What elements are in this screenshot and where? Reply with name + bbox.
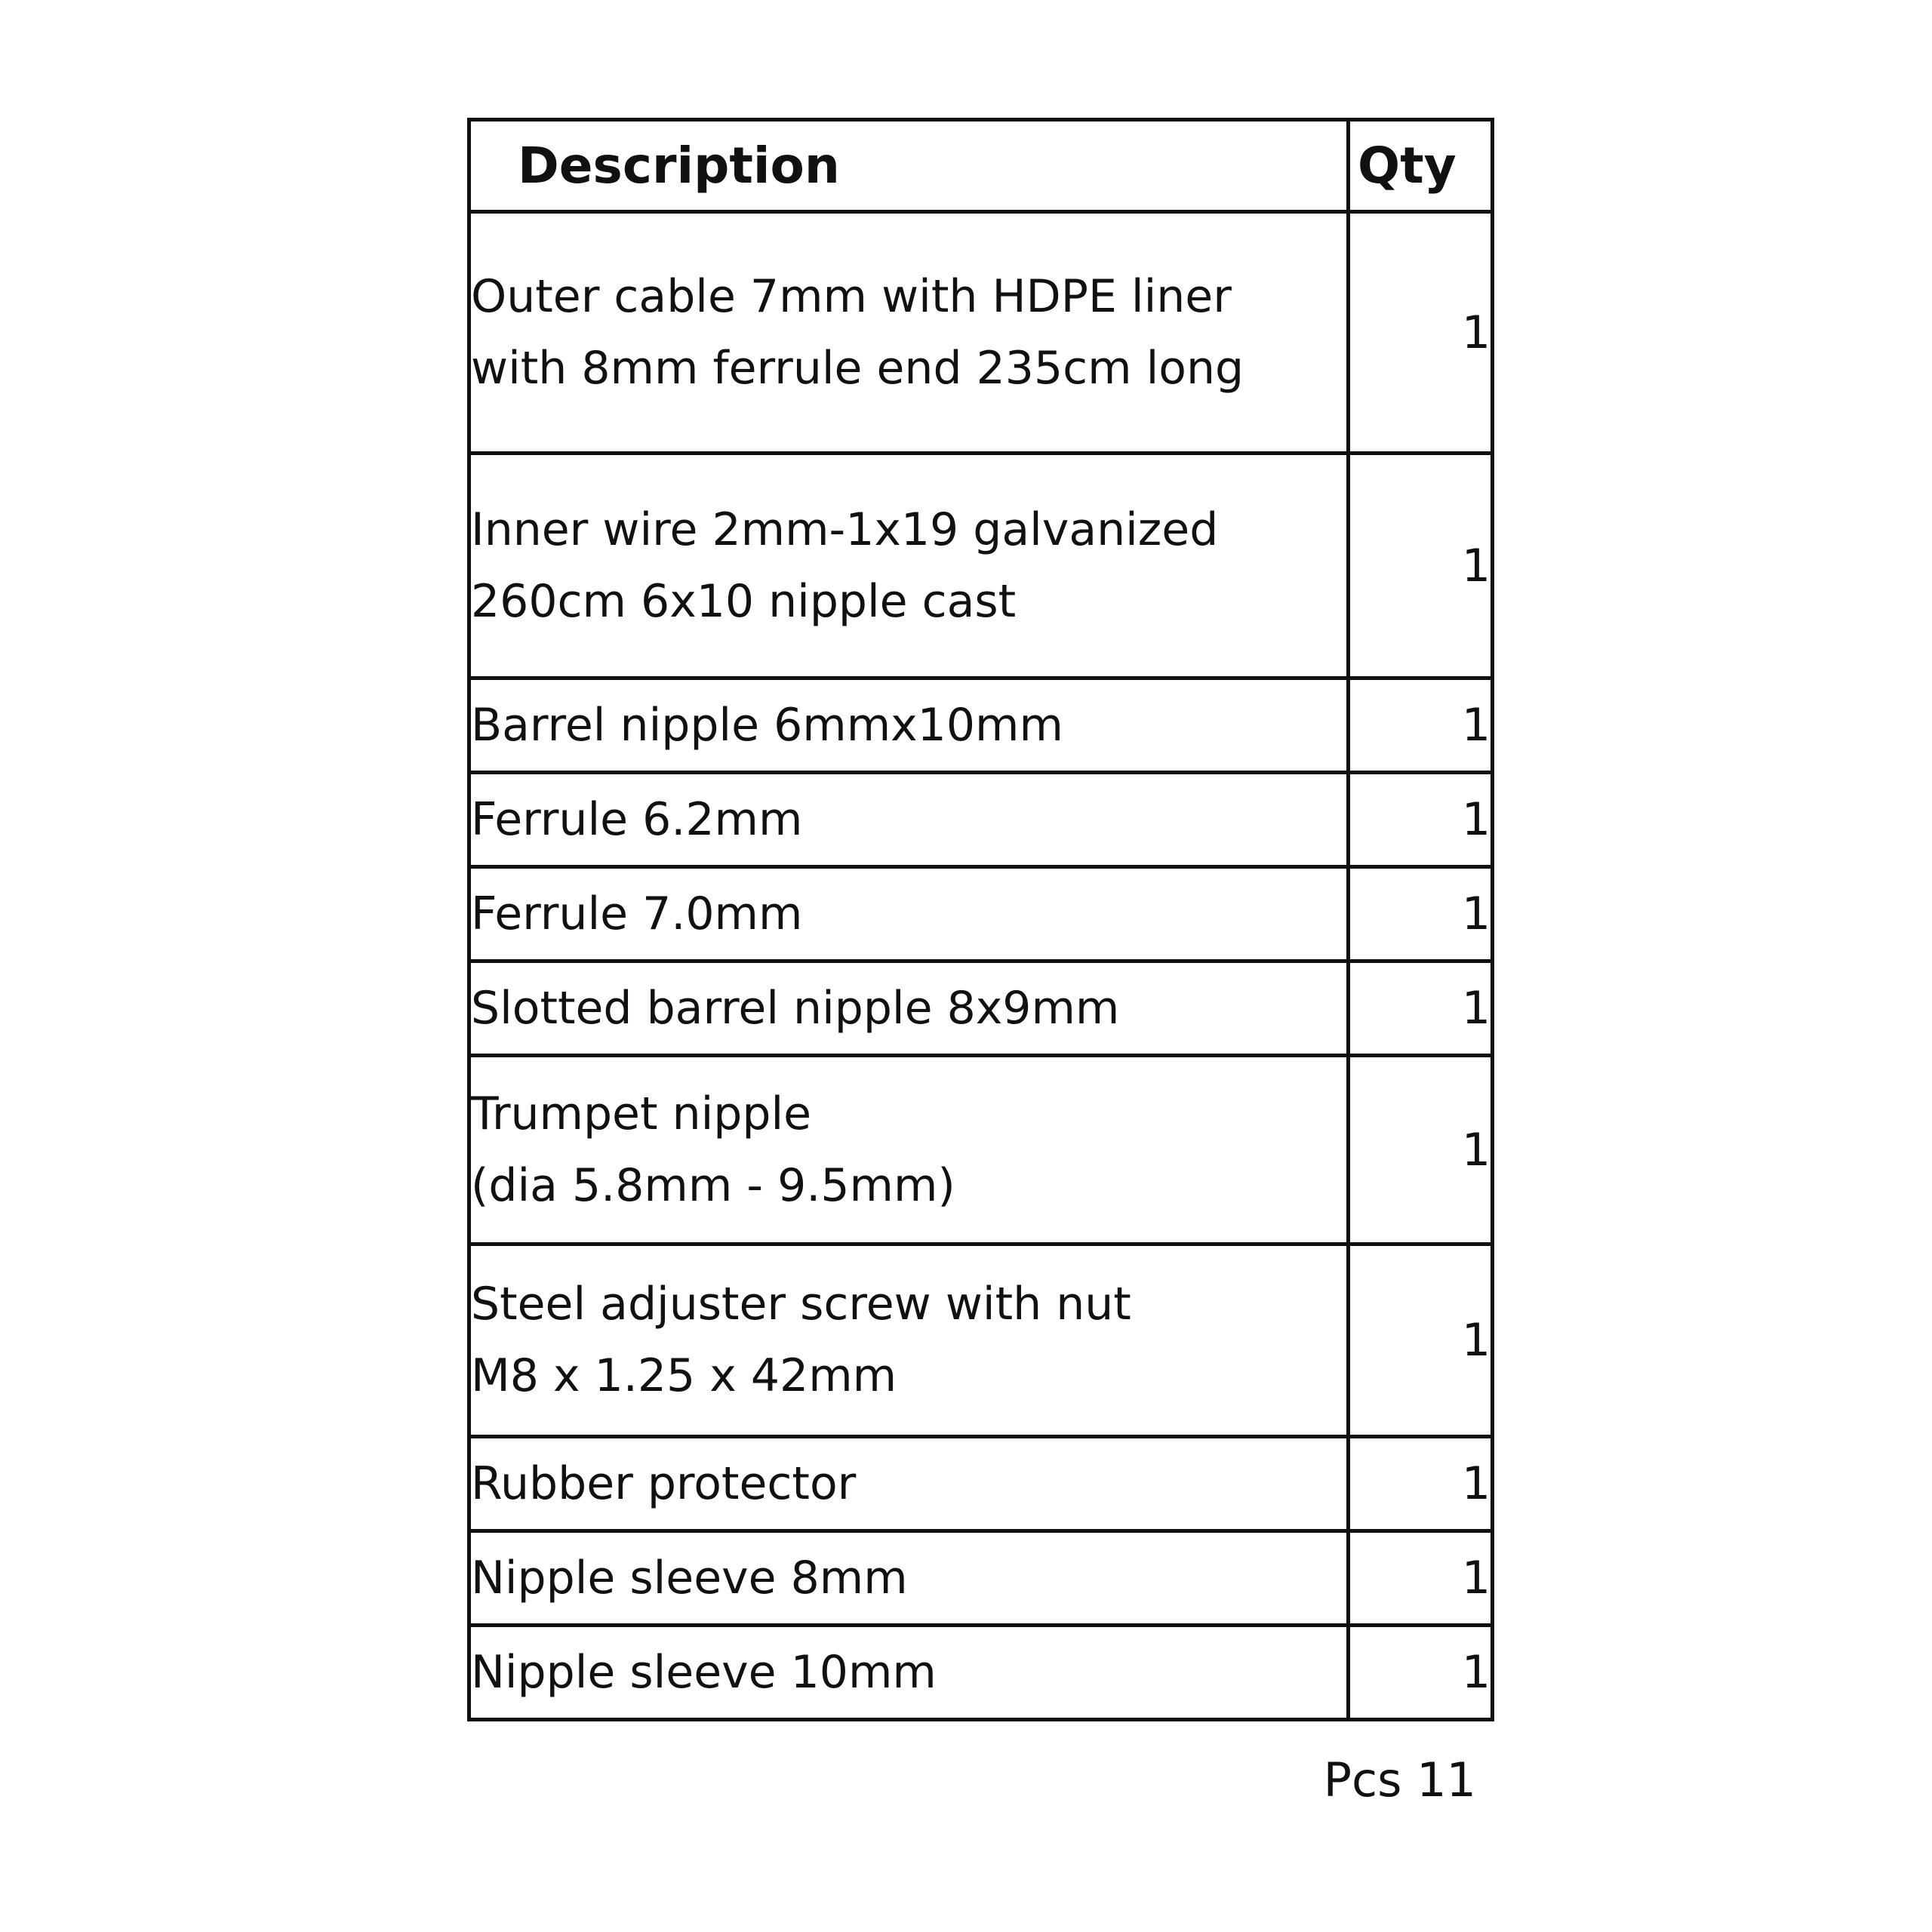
qty-cell: 1	[1349, 961, 1493, 1056]
table-row	[469, 867, 1493, 961]
table-header-row	[469, 120, 1493, 212]
table-row	[469, 773, 1493, 867]
qty-cell: 1	[1349, 1626, 1493, 1720]
description-line: Slotted barrel nipple 8x9mm	[471, 981, 1120, 1035]
qty-cell: 1	[1349, 678, 1493, 773]
description-cell	[469, 454, 1349, 678]
table-row	[469, 1437, 1493, 1531]
qty-cell: 1	[1349, 773, 1493, 867]
qty-cell: 1	[1349, 1244, 1493, 1437]
description-line: Outer cable 7mm with HDPE liner	[471, 269, 1232, 323]
description-cell	[469, 212, 1349, 454]
description-line: Nipple sleeve 10mm	[471, 1645, 937, 1699]
description-cell	[469, 867, 1349, 961]
description-cell	[469, 1056, 1349, 1244]
description-line: (dia 5.8mm - 9.5mm)	[471, 1158, 955, 1212]
description-line: Inner wire 2mm-1x19 galvanized	[471, 503, 1219, 556]
description-line: Steel adjuster screw with nut	[471, 1278, 1131, 1331]
description-line: Nipple sleeve 8mm	[471, 1551, 908, 1604]
qty-cell: 1	[1349, 454, 1493, 678]
description-line: Rubber protector	[471, 1457, 857, 1510]
qty-cell: 1	[1349, 1437, 1493, 1531]
table-row	[469, 212, 1493, 454]
description-cell	[469, 1531, 1349, 1626]
table-row	[469, 1626, 1493, 1720]
description-line: Barrel nipple 6mmx10mm	[471, 698, 1063, 752]
table-row	[469, 961, 1493, 1056]
description-cell	[469, 961, 1349, 1056]
table-row	[469, 454, 1493, 678]
table-row	[469, 678, 1493, 773]
description-line: Ferrule 6.2mm	[471, 792, 803, 846]
description-line: Trumpet nipple	[471, 1087, 812, 1140]
parts-table	[467, 118, 1494, 1721]
description-line: with 8mm ferrule end 235cm long	[471, 341, 1244, 395]
description-cell	[469, 773, 1349, 867]
description-header: Description	[469, 120, 1349, 212]
description-line: 260cm 6x10 nipple cast	[471, 574, 1017, 628]
total-pieces: Pcs 11	[1323, 1752, 1476, 1807]
description-cell	[469, 1437, 1349, 1531]
description-line: M8 x 1.25 x 42mm	[471, 1349, 897, 1402]
table-row	[469, 1531, 1493, 1626]
table-row	[469, 1056, 1493, 1244]
qty-header: Qty	[1349, 120, 1493, 212]
qty-cell: 1	[1349, 1056, 1493, 1244]
description-cell	[469, 678, 1349, 773]
qty-cell: 1	[1349, 867, 1493, 961]
table-row	[469, 1244, 1493, 1437]
qty-cell: 1	[1349, 1531, 1493, 1626]
qty-cell: 1	[1349, 212, 1493, 454]
description-cell	[469, 1244, 1349, 1437]
description-line: Ferrule 7.0mm	[471, 887, 803, 940]
description-cell	[469, 1626, 1349, 1720]
